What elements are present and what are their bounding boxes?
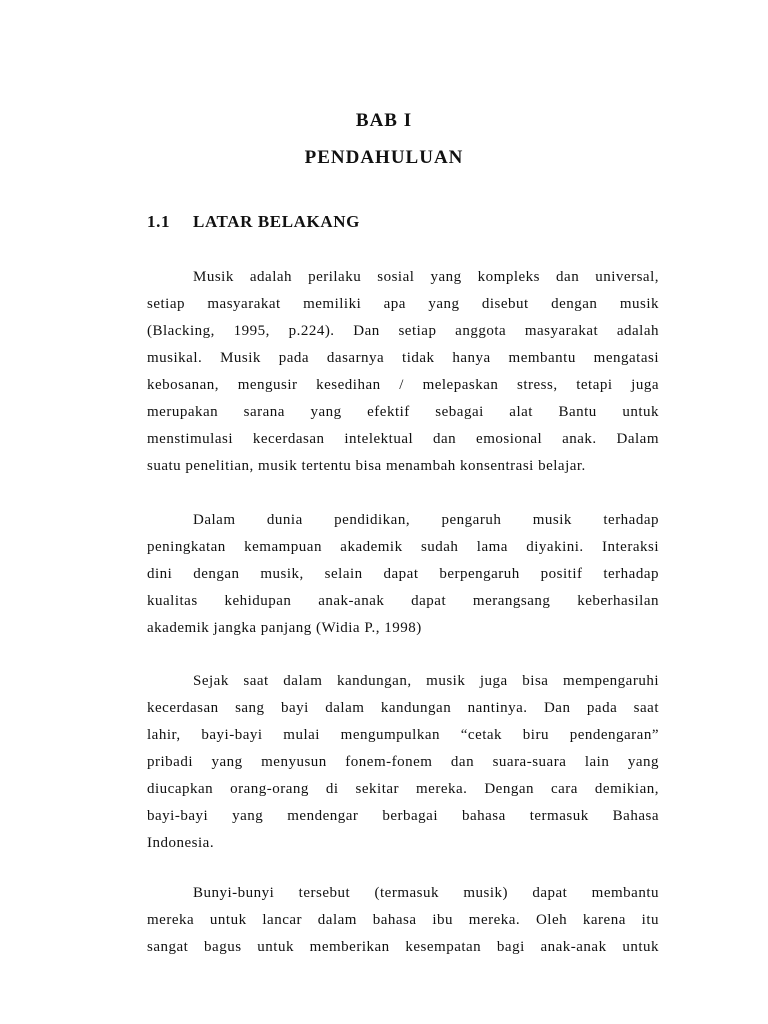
chapter-title: PENDAHULUAN: [304, 147, 464, 168]
text-line: setiap masyarakat memiliki apa yang disebut dengan musik: [147, 296, 659, 312]
paragraph-1: [147, 264, 659, 480]
text-line: mereka untuk lancar dalam bahasa ibu mereka. Oleh karena itu: [147, 912, 659, 928]
text-line: Musik adalah perilaku sosial yang kompleks dan universal,: [193, 269, 659, 285]
text-line: peningkatan kemampuan akademik sudah lama diyakini. Interaksi: [147, 539, 659, 555]
text-line: Dalam dunia pendidikan, pengaruh musik terhadap: [193, 512, 659, 528]
section-heading: [147, 212, 360, 232]
paragraph-3: [147, 668, 659, 857]
text-line: musikal. Musik pada dasarnya tidak hanya membantu mengatasi: [147, 350, 659, 366]
text-line: dini dengan musik, selain dapat berpengaruh positif terhadap: [147, 566, 659, 582]
text-line: pribadi yang menyusun fonem-fonem dan suara-suara lain yang: [147, 754, 659, 770]
text-line: Bunyi-bunyi tersebut (termasuk musik) dapat membantu: [193, 885, 659, 901]
text-line: (Blacking, 1995, p.224). Dan setiap anggota masyarakat adalah: [147, 323, 659, 339]
text-line: merupakan sarana yang efektif sebagai alat Bantu untuk: [147, 404, 659, 420]
text-line: sangat bagus untuk memberikan kesempatan bagi anak-anak untuk: [147, 939, 659, 955]
chapter-number: BAB I: [355, 110, 413, 131]
text-line: kualitas kehidupan anak-anak dapat merangsang keberhasilan: [147, 593, 659, 609]
text-line: suatu penelitian, musik tertentu bisa menambah konsentrasi belajar.: [147, 458, 586, 474]
text-line: Indonesia.: [147, 835, 215, 851]
text-line: menstimulasi kecerdasan intelektual dan emosional anak. Dalam: [147, 431, 659, 447]
text-line: lahir, bayi-bayi mulai mengumpulkan “cetak biru pendengaran”: [147, 727, 659, 743]
text-line: kebosanan, mengusir kesedihan / melepaskan stress, tetapi juga: [147, 377, 659, 393]
paragraph-2: [147, 507, 659, 642]
text-line: bayi-bayi yang mendengar berbagai bahasa termasuk Bahasa: [147, 808, 659, 824]
text-line: akademik jangka panjang (Widia P., 1998): [147, 620, 422, 636]
text-line: diucapkan orang-orang di sekitar mereka. Dengan cara demikian,: [147, 781, 659, 797]
section-number: 1.1: [147, 212, 171, 231]
text-line: kecerdasan sang bayi dalam kandungan nantinya. Dan pada saat: [147, 700, 659, 716]
text-line: Sejak saat dalam kandungan, musik juga bisa mempengaruhi: [193, 673, 659, 689]
section-title: LATAR BELAKANG: [193, 212, 360, 231]
paragraph-4: [147, 880, 659, 961]
